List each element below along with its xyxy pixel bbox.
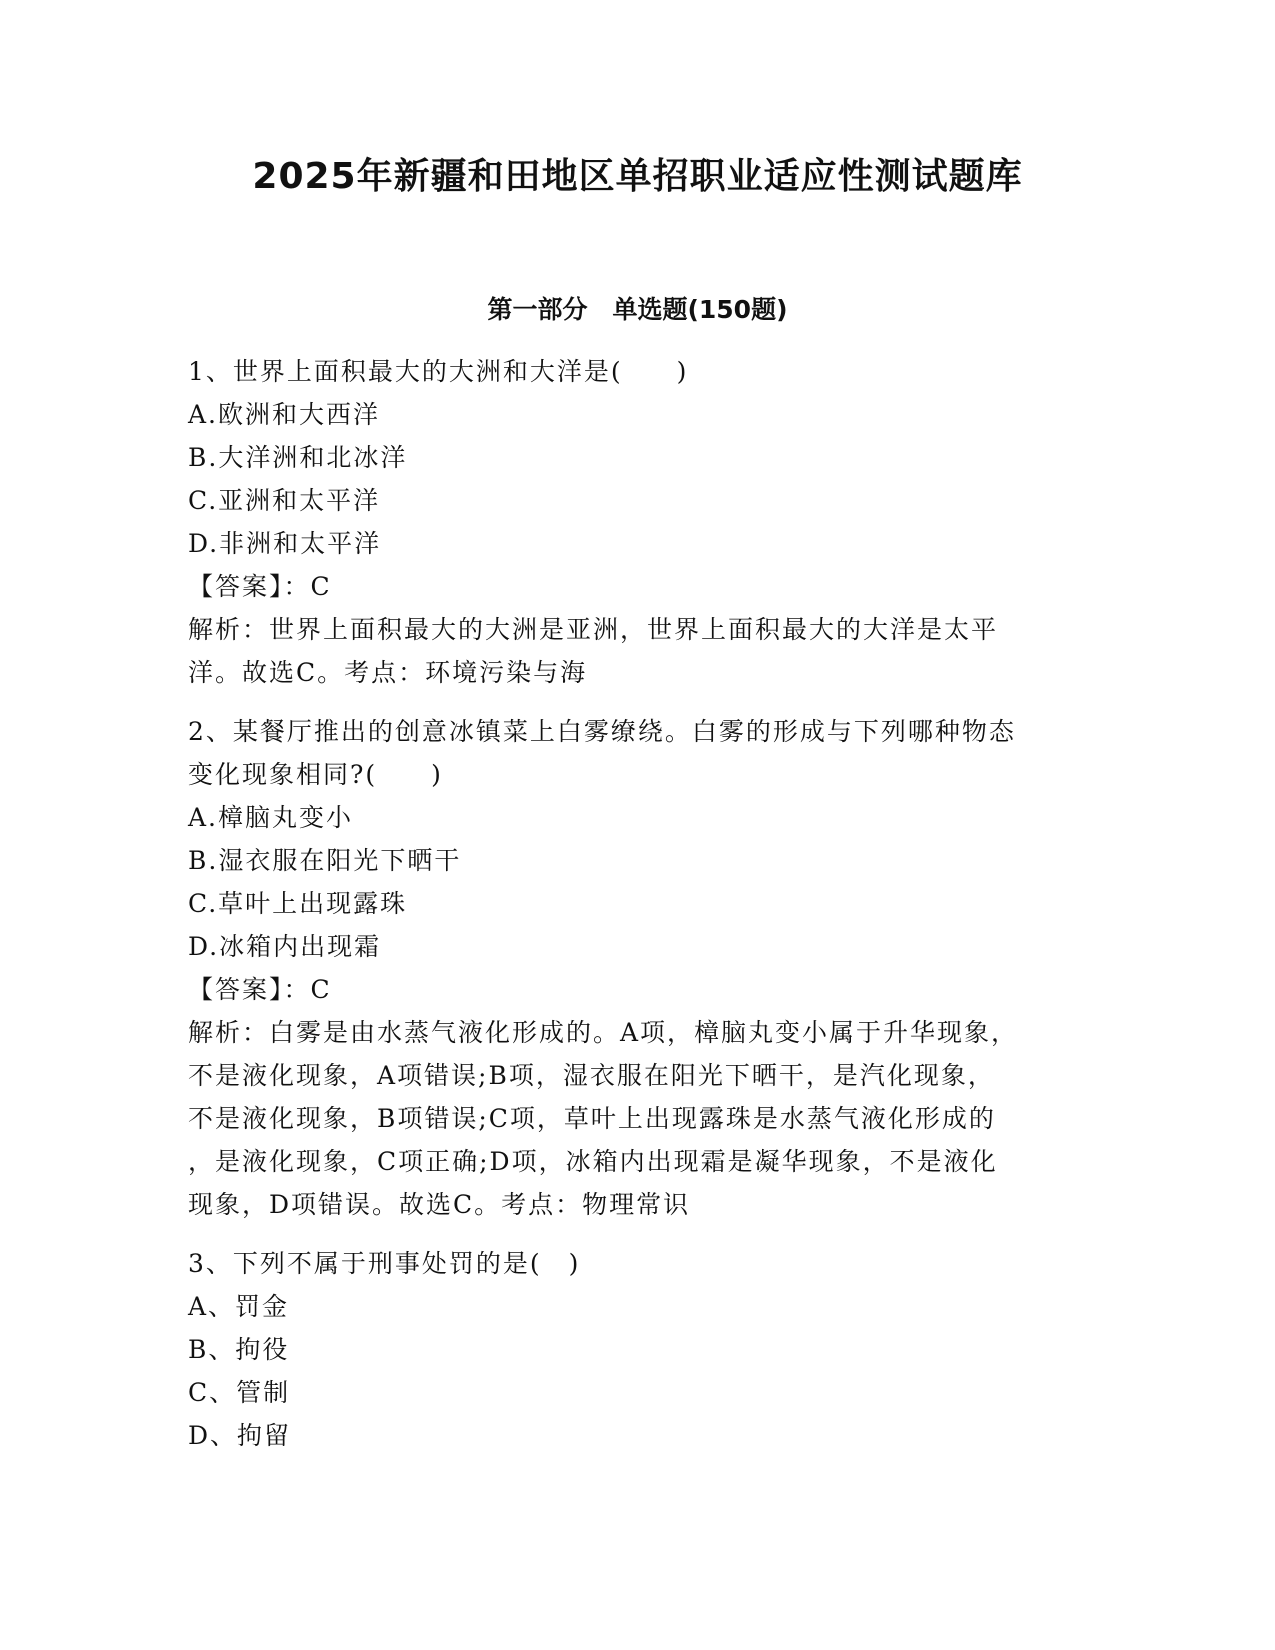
answer: 【答案】：C	[188, 975, 332, 1004]
option-a: A.欧洲和大西洋	[188, 400, 381, 429]
option-b: B、拘役	[188, 1335, 290, 1364]
answer: 【答案】：C	[188, 572, 332, 601]
option-d: D、拘留	[188, 1421, 292, 1450]
question-3	[188, 1242, 1088, 1457]
question-gap	[188, 1226, 1088, 1242]
option-c: C.亚洲和太平洋	[188, 486, 381, 515]
question-1	[188, 350, 1088, 694]
question-stem: 2、某餐厅推出的创意冰镇菜上白雾缭绕。白雾的形成与下列哪种物态	[188, 717, 1016, 746]
analysis-line: 解析：白雾是由水蒸气液化形成的。A项，樟脑丸变小属于升华现象，	[188, 1018, 1019, 1047]
document-title: 2025年新疆和田地区单招职业适应性测试题库	[252, 156, 1023, 197]
question-gap	[188, 694, 1088, 710]
question-stem: 1、世界上面积最大的大洲和大洋是( )	[188, 357, 689, 386]
option-b: B.湿衣服在阳光下晒干	[188, 846, 462, 875]
option-c: C、管制	[188, 1378, 291, 1407]
analysis-line: 解析：世界上面积最大的大洲是亚洲，世界上面积最大的大洋是太平	[188, 615, 999, 644]
analysis-line: 洋。故选C。考点：环境污染与海	[188, 658, 588, 687]
analysis-line: 不是液化现象，A项错误;B项，湿衣服在阳光下晒干，是汽化现象，	[188, 1061, 995, 1090]
question-stem: 变化现象相同?( )	[188, 760, 443, 789]
option-c: C.草叶上出现露珠	[188, 889, 408, 918]
analysis-line: ，是液化现象，C项正确;D项，冰箱内出现霜是凝华现象，不是液化	[188, 1147, 998, 1176]
question-stem: 3、下列不属于刑事处罚的是( )	[188, 1249, 581, 1278]
question-list	[188, 350, 1088, 1457]
analysis-line: 不是液化现象，B项错误;C项，草叶上出现露珠是水蒸气液化形成的	[188, 1104, 996, 1133]
option-a: A、罚金	[188, 1292, 290, 1321]
analysis-line: 现象，D项错误。故选C。考点：物理常识	[188, 1190, 691, 1219]
option-d: D.冰箱内出现霜	[188, 932, 382, 961]
option-d: D.非洲和太平洋	[188, 529, 382, 558]
question-2	[188, 710, 1088, 1226]
section-heading: 第一部分 单选题(150题)	[487, 295, 788, 324]
option-b: B.大洋洲和北冰洋	[188, 443, 408, 472]
option-a: A.樟脑丸变小	[188, 803, 354, 832]
